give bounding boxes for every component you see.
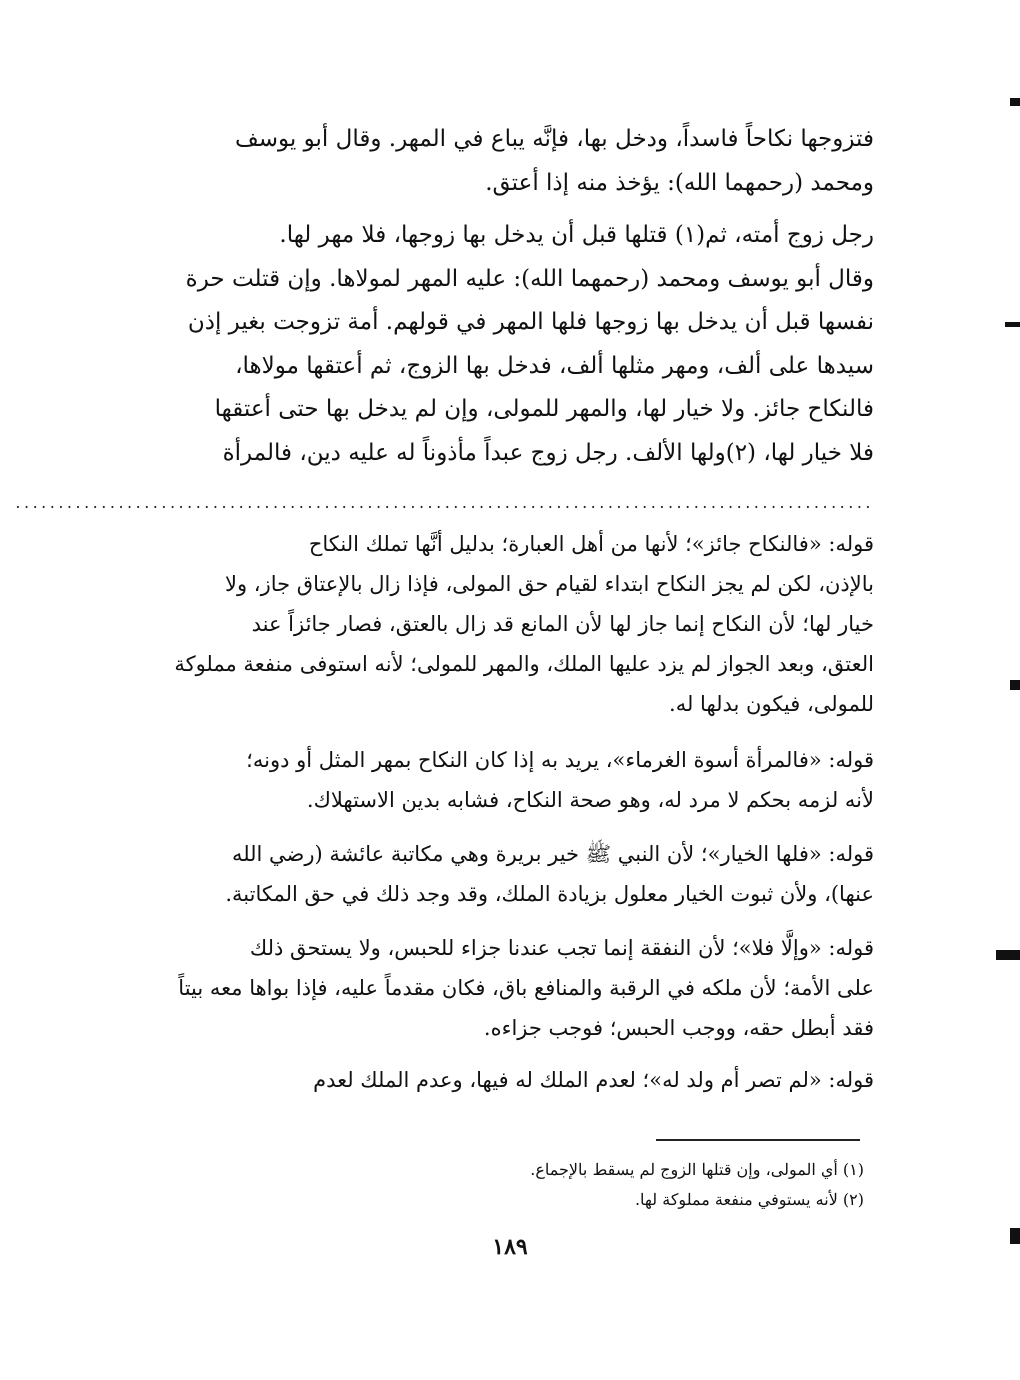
- commentary-paragraph-3: [176, 834, 874, 914]
- footnote-2: (٢) لأنه يستوفي منفعة مملوكة لها.: [634, 1190, 864, 1209]
- commentary-line: فقد أبطل حقه، ووجب الحبس؛ فوجب جزاءه.: [483, 1016, 874, 1040]
- text-line: فتزوجها نكاحاً فاسداً، ودخل بها، فإنَّه يباع في المهر. وقال أبو يوسف: [234, 126, 874, 152]
- main-paragraph-2: [176, 214, 874, 476]
- commentary-paragraph-4: [176, 928, 874, 1048]
- commentary-line: قوله: «فلها الخيار»؛ لأن النبي ﷺ خير بريرة وهي مكاتبة عائشة (رضي الله: [231, 842, 874, 866]
- commentary-line: لأنه لزمه بحكم لا مرد له، وهو صحة النكاح، فشابه بدين الاستهلاك.: [306, 788, 874, 812]
- text-line: وقال أبو يوسف ومحمد (رحمهما الله): عليه المهر لمولاها. وإن قتلت حرة: [185, 265, 874, 292]
- scan-edge-mark: [996, 950, 1020, 960]
- commentary-paragraph-1: [176, 524, 874, 724]
- commentary-line: قوله: «وإلَّا فلا»؛ لأن النفقة إنما تجب عندنا جزاء للحبس، ولا يستحق ذلك: [249, 936, 874, 960]
- scan-edge-mark: [1010, 98, 1020, 106]
- text-line: نفسها قبل أن يدخل بها زوجها فلها المهر في قولهم. أمة تزوجت بغير إذن: [187, 309, 874, 336]
- main-paragraph-1: [176, 118, 874, 205]
- commentary-line: قوله: «لم تصر أم ولد له»؛ لعدم الملك له فيها، وعدم الملك لعدم: [313, 1068, 874, 1092]
- text-line: سيدها على ألف، ومهر مثلها ألف، فدخل بها الزوج، ثم أعتقها مولاها،: [235, 352, 874, 379]
- commentary-line: قوله: «فالنكاح جائز»؛ لأنها من أهل العبارة؛ بدليل أنَّها تملك النكاح: [308, 532, 874, 556]
- text-line: رجل زوج أمته، ثم(١) قتلها قبل أن يدخل بها زوجها، فلا مهر لها.: [279, 222, 874, 248]
- text-line: ومحمد (رحمهما الله): يؤخذ منه إذا أعتق.: [485, 169, 874, 196]
- text-line: فالنكاح جائز. ولا خيار لها، والمهر للمولى، وإن لم يدخل بها حتى أعتقها: [214, 396, 874, 423]
- commentary-line: عنها)، ولأن ثبوت الخيار معلول بزيادة الملك، وقد وجد ذلك في حق المكاتبة.: [225, 882, 874, 906]
- commentary-line: قوله: «فالمرأة أسوة الغرماء»، يريد به إذا كان النكاح بمهر المثل أو دونه؛: [246, 748, 874, 772]
- scan-edge-mark: [1010, 680, 1020, 690]
- scan-edge-mark: [1010, 1228, 1020, 1244]
- commentary-line: خيار لها؛ لأن النكاح إنما جاز لها لأن المانع قد زال بالعتق، فصار جائزاً عند: [251, 612, 874, 636]
- commentary-paragraph-2: [176, 740, 874, 820]
- footnote-rule: [656, 1139, 860, 1141]
- commentary-paragraph-5: [176, 1060, 874, 1100]
- text-line: فلا خيار لها، (٢)ولها الألف. رجل زوج عبداً مأذوناً له عليه دين، فالمرأة: [222, 439, 874, 466]
- commentary-line: العتق، وبعد الجواز لم يزد عليها الملك، والمهر للمولى؛ لأنه استوفى منفعة مملوكة: [174, 652, 874, 676]
- page-number: ١٨٩: [492, 1234, 528, 1260]
- commentary-line: للمولى، فيكون بدلها له.: [669, 692, 874, 716]
- commentary-line: بالإذن، لكن لم يجز النكاح ابتداء لقيام حق المولى، فإذا زال بالإعتاق جاز، ولا: [225, 572, 874, 596]
- scan-edge-mark: [1005, 322, 1020, 327]
- footnote-1: (١) أي المولى، وإن قتلها الزوج لم يسقط بالإجماع.: [530, 1160, 864, 1179]
- commentary-line: على الأمة؛ لأن ملكه في الرقبة والمنافع باق، فكان مقدماً عليه، فإذا بواها معه بيتاً: [178, 976, 874, 1000]
- dotted-separator: ....................................................................................................: [15, 493, 874, 512]
